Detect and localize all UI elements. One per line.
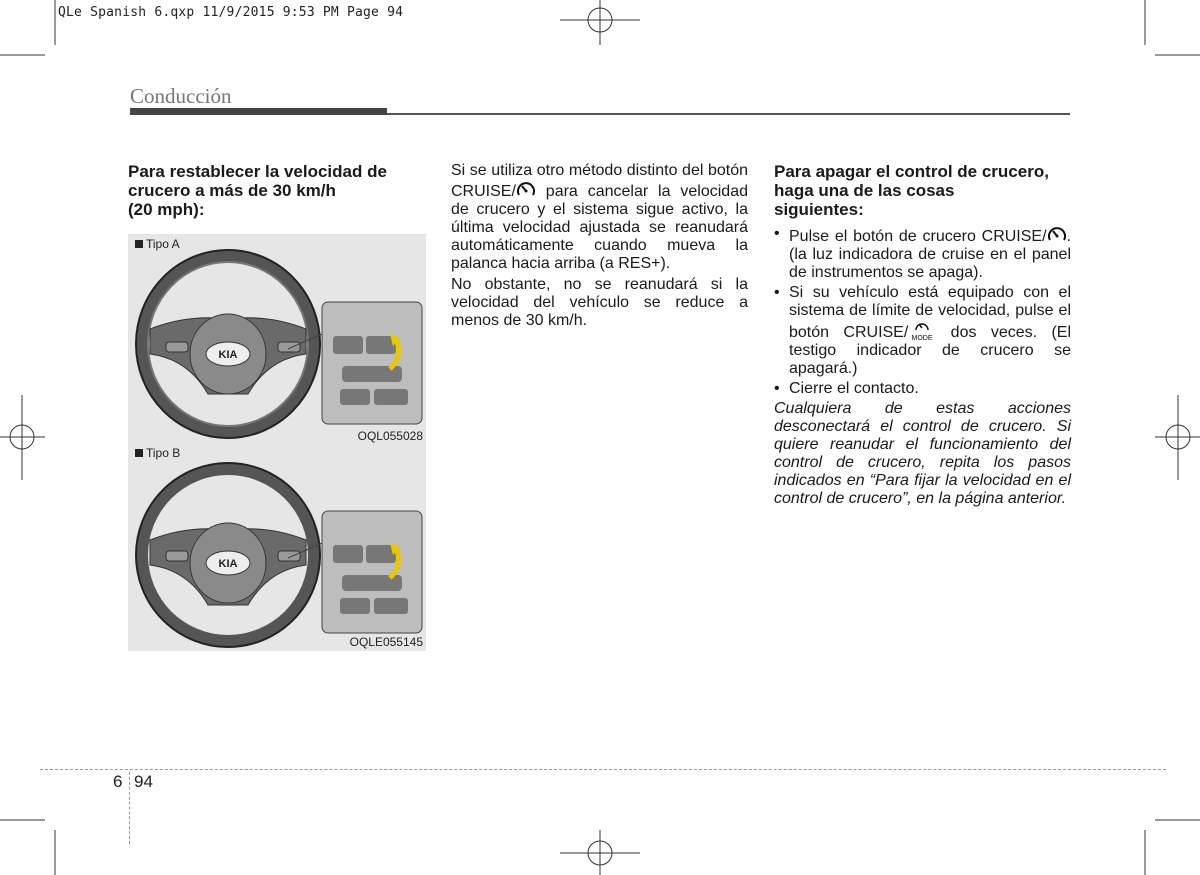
heading-line: (20 mph): bbox=[128, 200, 205, 219]
footer-divider bbox=[129, 772, 130, 844]
page-number: 94 bbox=[134, 772, 153, 791]
mode-speedometer-icon bbox=[908, 320, 936, 342]
cruise-speedometer-icon bbox=[516, 180, 536, 200]
figure-type-a bbox=[128, 234, 426, 445]
figure-a-code: OQL055028 bbox=[357, 429, 423, 443]
cruise-speedometer-icon bbox=[1047, 225, 1067, 245]
list-item: • Cierre el contacto. bbox=[774, 380, 919, 397]
file-header: QLe Spanish 6.qxp 11/9/2015 9:53 PM Page 94 bbox=[58, 5, 404, 20]
heading-turn-off-cruise bbox=[774, 162, 1071, 219]
heading-line: haga una de las cosas bbox=[774, 181, 955, 200]
figure-a-label: Tipo A bbox=[135, 237, 180, 251]
steering-wheel-illustration bbox=[128, 443, 426, 651]
chapter-number: 6 bbox=[113, 772, 123, 791]
note-resume-cruise: Cualquiera de estas acciones desconectará el control de crucero. Si quiere reanudar el funcionamiento del control de crucero, repita los pasos indicados en “Para fijar la velocidad en el control de crucero”, en la página anterior. bbox=[774, 400, 1071, 507]
svg-text:MODE: MODE bbox=[911, 335, 933, 342]
svg-text:KIA: KIA bbox=[218, 349, 238, 361]
column-middle bbox=[451, 162, 748, 333]
figure-type-b bbox=[128, 443, 426, 651]
bullet-list bbox=[774, 225, 1071, 398]
column-left bbox=[128, 162, 426, 219]
heading-line: Para restablecer la velocidad de bbox=[128, 162, 387, 181]
title-rule-accent bbox=[130, 108, 387, 115]
list-item: • Pulse el botón de crucero CRUISE/ . (la luz indicadora de cruise en el panel de instrumentos se apaga). bbox=[774, 225, 1071, 281]
heading-reset-speed bbox=[128, 162, 426, 219]
figure-b-code: OQLE055145 bbox=[349, 635, 423, 649]
svg-text:KIA: KIA bbox=[218, 558, 238, 570]
paragraph-cancel-method: Si se utiliza otro método distinto del botón CRUISE/ para cancelar la velocidad de crucero y el sistema sigue activo, la última velocidad ajustada se reanudará automáticamente cuando mueva la palanca hacia arriba (a RES+). bbox=[451, 162, 748, 272]
heading-line: Para apagar el control de crucero, bbox=[774, 162, 1049, 181]
heading-line: crucero a más de 30 km/h bbox=[128, 181, 336, 200]
footer-rule bbox=[40, 769, 1166, 770]
steering-wheel-illustration bbox=[128, 234, 426, 445]
paragraph-speed-limit: No obstante, no se reanudará si la velocidad del vehículo se reduce a menos de 30 km/h. bbox=[451, 276, 748, 329]
column-right bbox=[774, 162, 1071, 508]
heading-line: siguientes: bbox=[774, 200, 864, 219]
figure-b-label: Tipo B bbox=[135, 446, 180, 460]
section-title: Conducción bbox=[130, 84, 232, 108]
list-item: • Si su vehículo está equipado con el sistema de límite de velocidad, pulse el botón CRUISE/ MODE dos veces. (El testigo indicador de crucero se apagará.) bbox=[774, 284, 1071, 377]
